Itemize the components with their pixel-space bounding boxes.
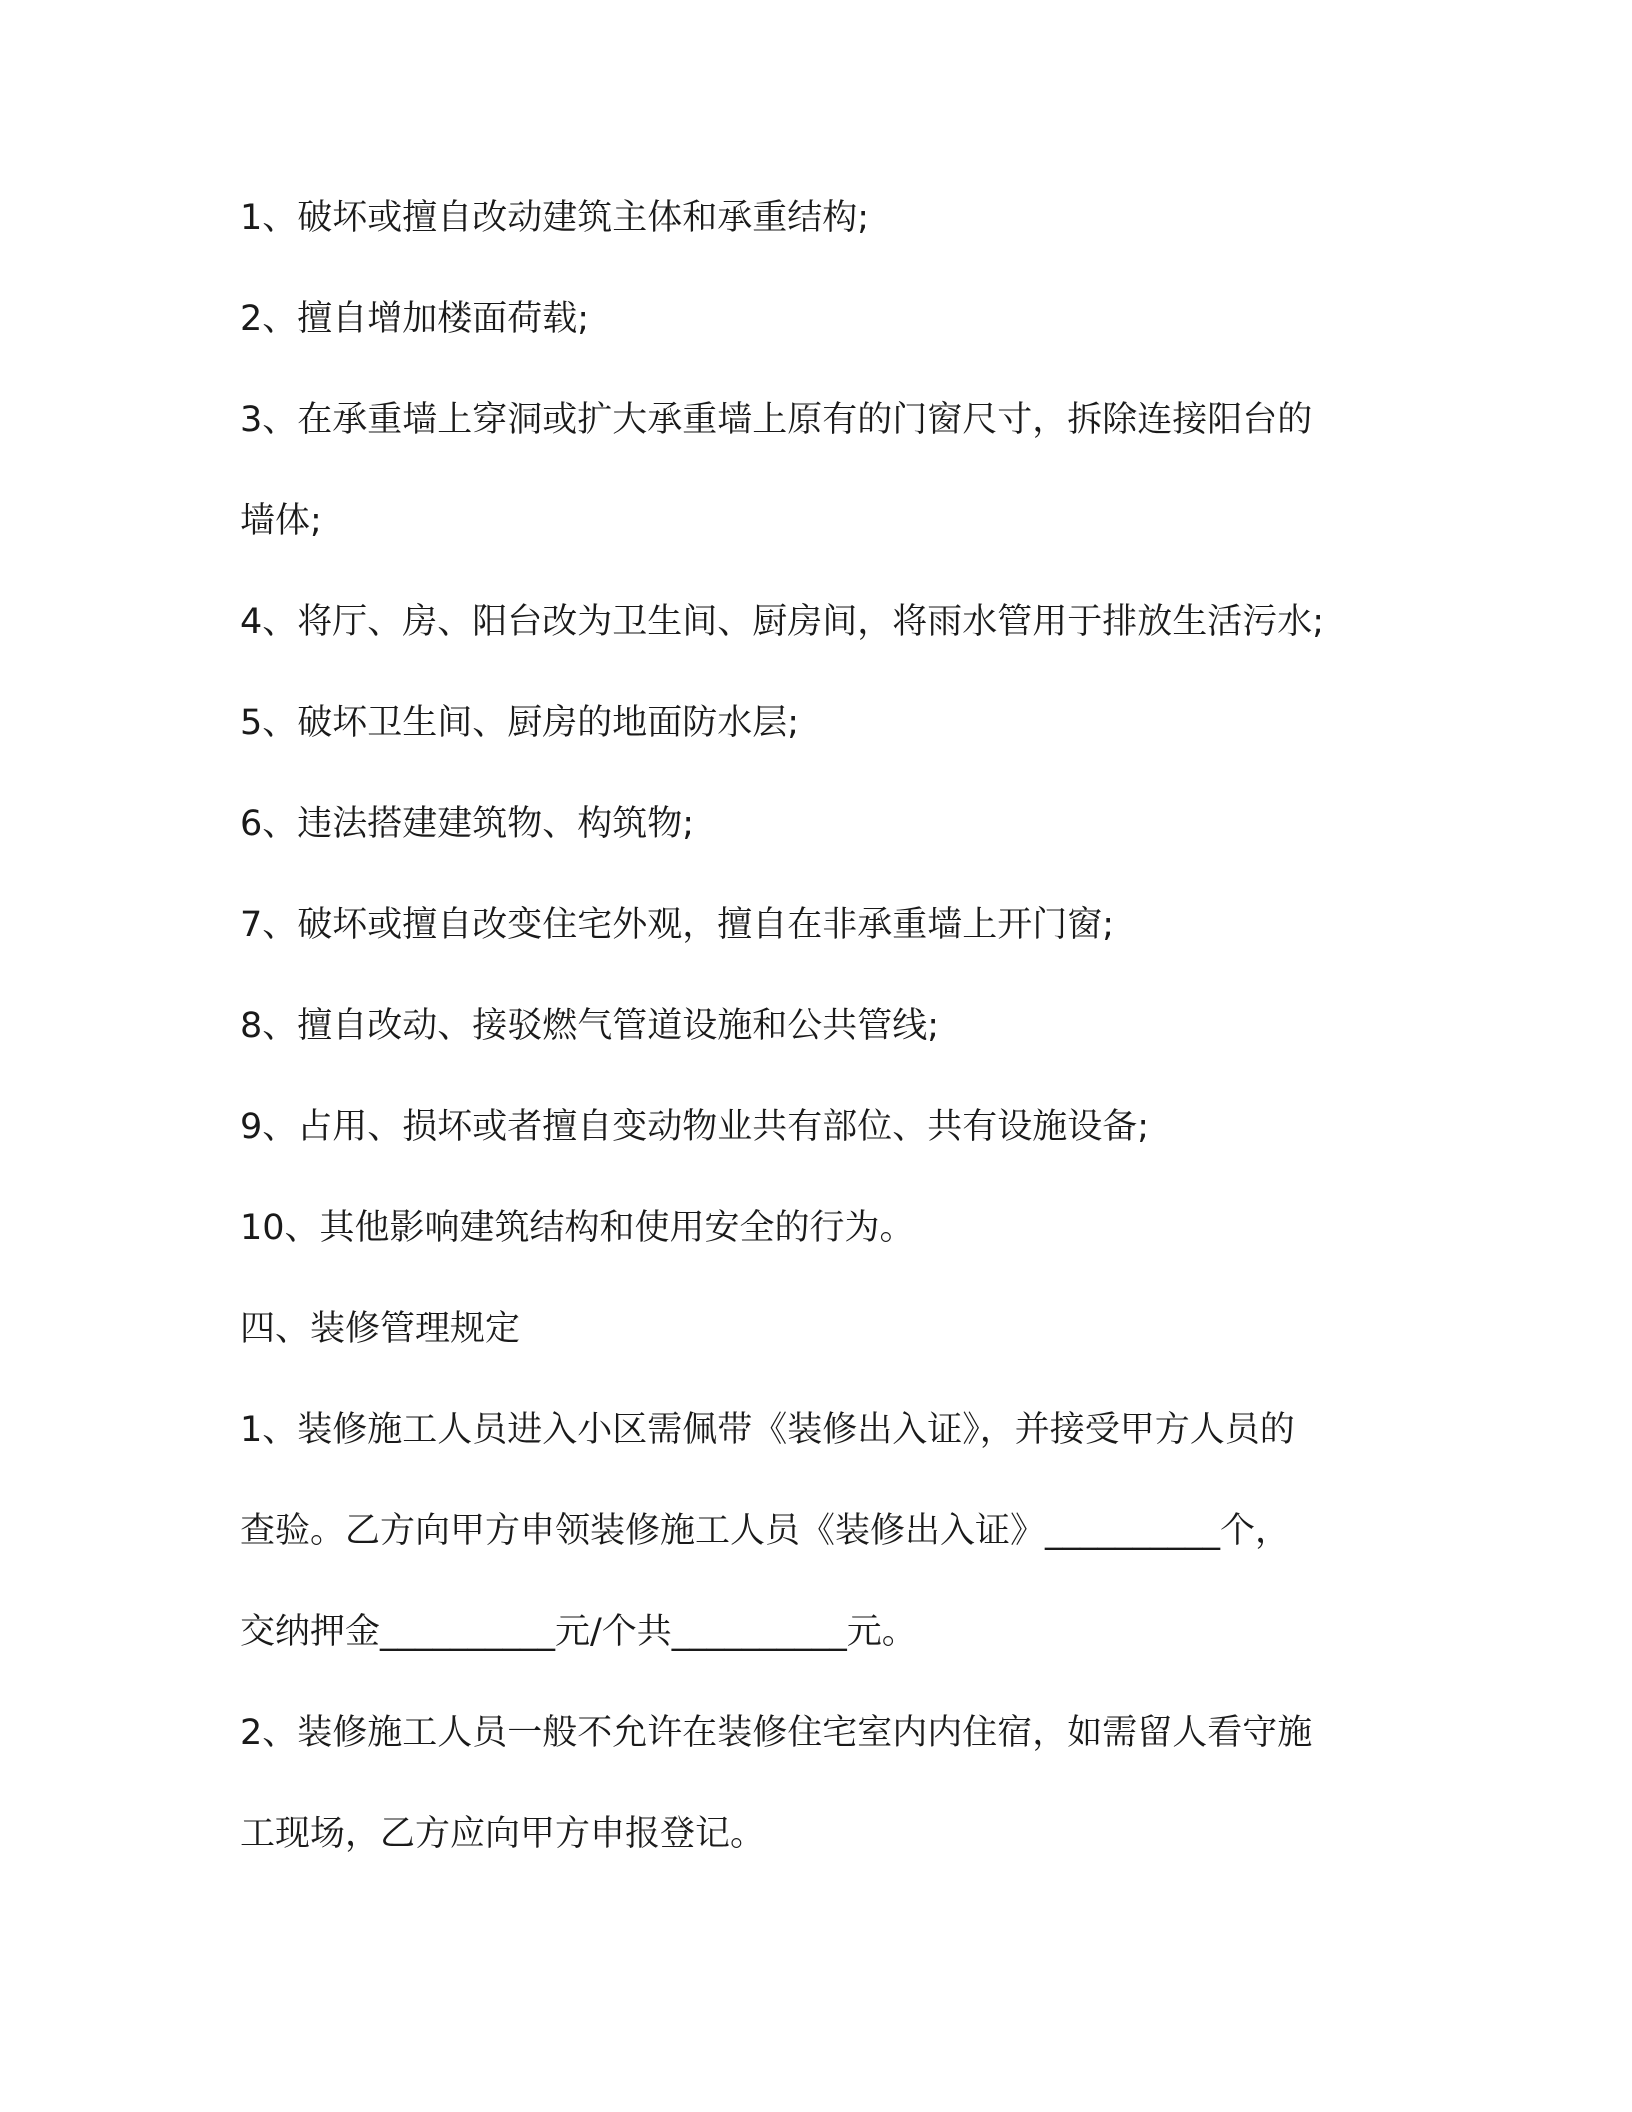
clause-7: 7、破坏或擅自改变住宅外观，擅自在非承重墙上开门窗; <box>240 905 1115 945</box>
clause-3-continued: 墙体; <box>240 501 322 541</box>
clause-10: 10、其他影响建筑结构和使用安全的行为。 <box>240 1208 915 1248</box>
rule-1-deposit: 交纳押金__________元/个共__________元。 <box>240 1612 917 1652</box>
clause-5: 5、破坏卫生间、厨房的地面防水层; <box>240 703 800 743</box>
clause-4: 4、将厅、房、阳台改为卫生间、厨房间，将雨水管用于排放生活污水; <box>240 602 1325 642</box>
clause-8: 8、擅自改动、接驳燃气管道设施和公共管线; <box>240 1006 940 1046</box>
clause-9: 9、占用、损坏或者擅自变动物业共有部位、共有设施设备; <box>240 1107 1150 1147</box>
rule-2: 2、装修施工人员一般不允许在装修住宅室内内住宿，如需留人看守施 <box>240 1713 1313 1753</box>
rule-1-continued: 查验。乙方向甲方申领装修施工人员《装修出入证》__________个， <box>240 1511 1291 1551</box>
clause-3: 3、在承重墙上穿洞或扩大承重墙上原有的门窗尺寸，拆除连接阳台的 <box>240 400 1313 440</box>
document-body <box>240 185 1400 1902</box>
section-heading: 四、装修管理规定 <box>240 1309 521 1349</box>
clause-6: 6、违法搭建建筑物、构筑物; <box>240 804 695 844</box>
rule-2-continued: 工现场，乙方应向甲方申报登记。 <box>240 1814 766 1854</box>
clause-2: 2、擅自增加楼面荷载; <box>240 299 590 339</box>
rule-1: 1、装修施工人员进入小区需佩带《装修出入证》，并接受甲方人员的 <box>240 1410 1295 1450</box>
clause-1: 1、破坏或擅自改动建筑主体和承重结构; <box>240 198 870 238</box>
